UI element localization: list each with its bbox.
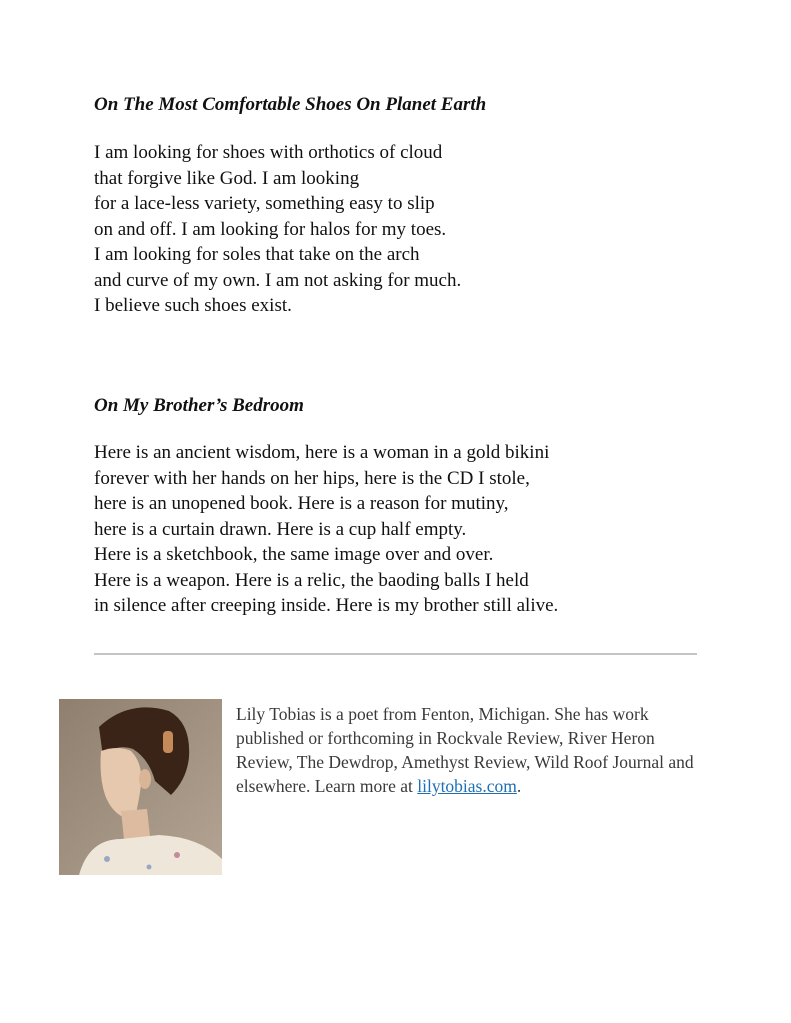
- poem-line: in silence after creeping inside. Here is my brother still alive.: [94, 595, 559, 616]
- poem-body: [94, 440, 558, 619]
- poem-title: On The Most Comfortable Shoes On Planet Earth: [94, 94, 487, 115]
- poem-body: [94, 140, 461, 319]
- bio-trailing: .: [516, 776, 522, 796]
- section-divider: [94, 653, 697, 655]
- poem-line: and curve of my own. I am not asking for much.: [94, 269, 462, 291]
- poem-line: I am looking for shoes with orthotics of cloud: [94, 142, 443, 163]
- poem-line: that forgive like God. I am looking: [94, 167, 360, 189]
- poem-line: forever with her hands on her hips, here is the CD I stole,: [94, 467, 530, 489]
- poem-line: for a lace-less variety, something easy to slip: [94, 193, 435, 214]
- poem-line: here is a curtain drawn. Here is a cup half empty.: [94, 518, 467, 540]
- poem-title: On My Brother’s Bedroom: [94, 395, 304, 416]
- poem-line: on and off. I am looking for halos for my toes.: [94, 218, 447, 240]
- poem-line: I believe such shoes exist.: [94, 295, 292, 316]
- bio-text: Lily Tobias is a poet from Fenton, Michigan. She has work published or forthcoming in Rockvale Review, River Heron Review, The Dewdrop, Amethyst Review, Wild Roof Journal and elsewhere. Learn more at: [236, 704, 694, 796]
- poem-line: Here is a weapon. Here is a relic, the baoding balls I held: [94, 569, 529, 591]
- website-link[interactable]: lilytobias.com: [417, 776, 517, 796]
- poem-line: I am looking for soles that take on the arch: [94, 244, 420, 265]
- author-photo: [59, 699, 222, 875]
- poem-line: Here is a sketchbook, the same image over and over.: [94, 544, 494, 565]
- poem-line: Here is an ancient wisdom, here is a woman in a gold bikini: [94, 442, 550, 463]
- poem-line: here is an unopened book. Here is a reason for mutiny,: [94, 493, 509, 514]
- author-bio: [236, 702, 706, 798]
